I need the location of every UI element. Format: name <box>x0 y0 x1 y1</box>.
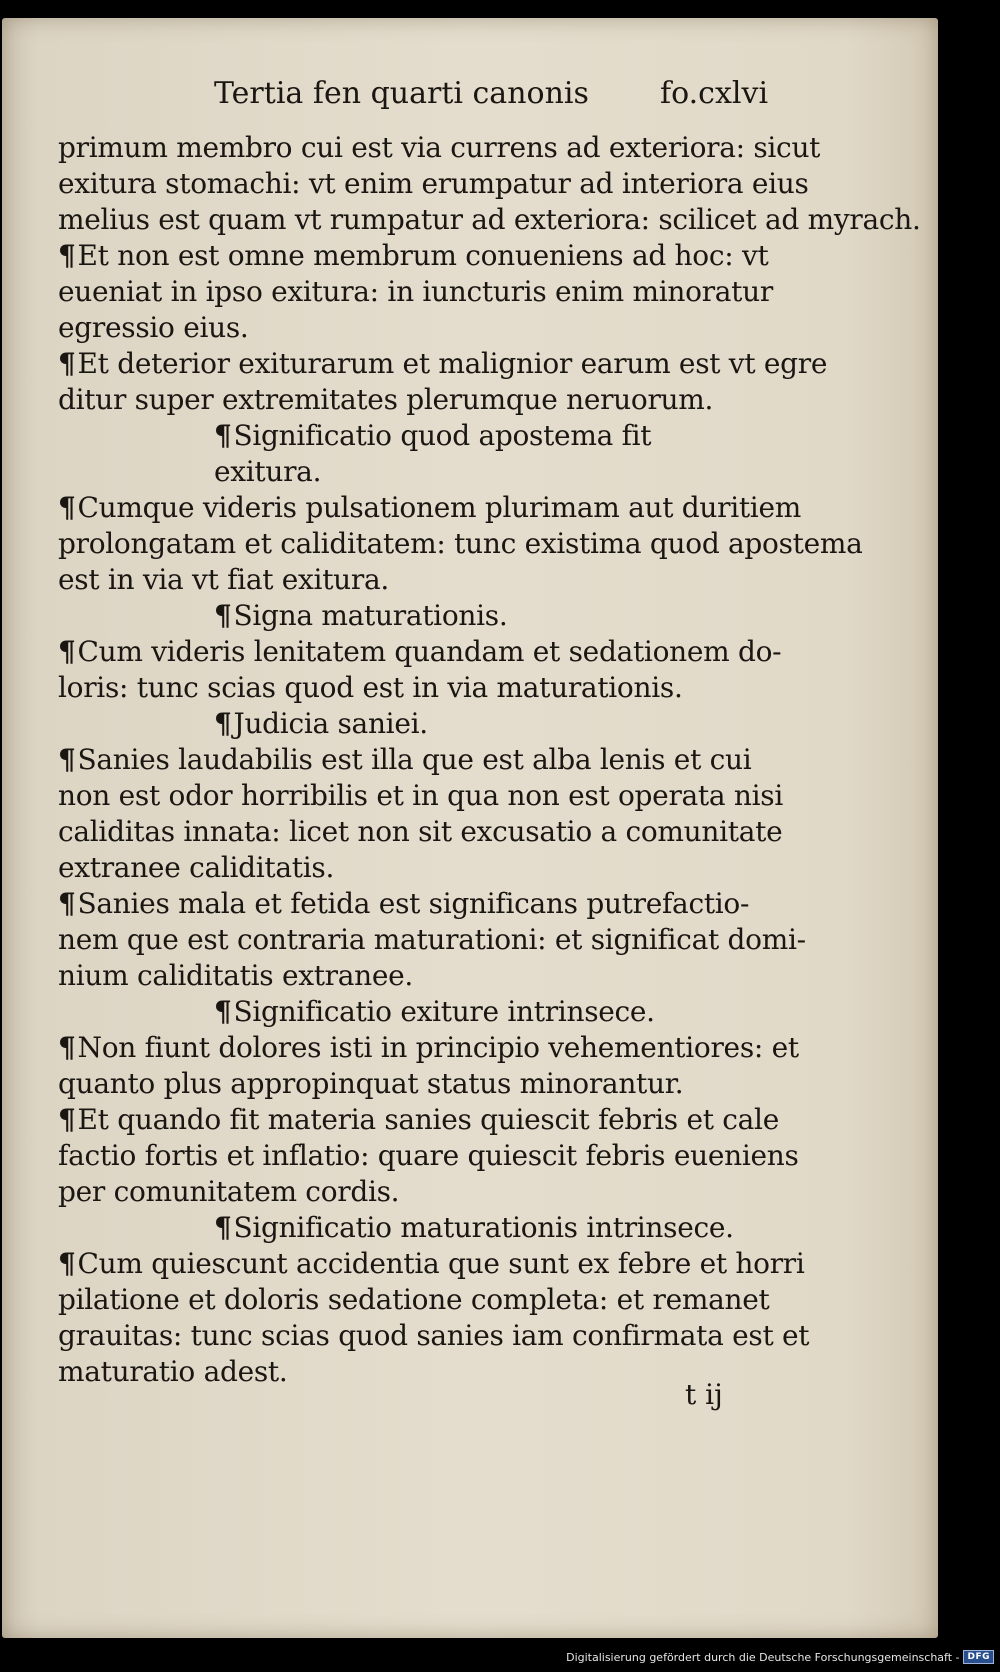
text-line: factio fortis et inflatio: quare quiescit febris eueniens <box>58 1139 799 1172</box>
text-line: primum membro cui est via currens ad exteriora: sicut <box>58 131 821 164</box>
text-line: per comunitatem cordis. <box>58 1175 400 1208</box>
section-heading: ¶Signa maturationis. <box>214 599 508 632</box>
pilcrow-mark: ¶ <box>214 995 232 1028</box>
section-heading: ¶Significatio quod apostema fit <box>214 419 652 452</box>
pilcrow-mark: ¶ <box>58 887 76 920</box>
text-line: non est odor horribilis et in qua non est operata nisi <box>58 779 783 812</box>
text-line: eueniat in ipso exitura: in iuncturis enim minoratur <box>58 275 773 308</box>
dfg-logo-icon: DFG <box>963 1650 994 1664</box>
section-heading: exitura. <box>214 455 322 488</box>
text-line: ¶Cumque videris pulsationem plurimam aut duritiem <box>58 491 801 524</box>
credit-text: Digitalisierung gefördert durch die Deutsche Forschungsgemeinschaft - <box>566 1650 960 1664</box>
text-line: ¶Sanies mala et fetida est significans putrefactio- <box>58 887 750 920</box>
text-line: extranee caliditatis. <box>58 851 335 884</box>
text-line: pilatione et doloris sedatione completa: et remanet <box>58 1283 770 1316</box>
signature-mark: t ij <box>685 1378 723 1411</box>
text-line: ¶Et quando fit materia sanies quiescit febris et cale <box>58 1103 779 1136</box>
section-heading: ¶Judicia saniei. <box>214 707 428 740</box>
text-line: ¶Non fiunt dolores isti in principio vehementiores: et <box>58 1031 799 1064</box>
text-line: egressio eius. <box>58 311 249 344</box>
digitization-credit <box>566 1646 994 1668</box>
text-line: ¶Sanies laudabilis est illa que est alba lenis et cui <box>58 743 752 776</box>
text-line: caliditas innata: licet non sit excusatio a comunitate <box>58 815 783 848</box>
pilcrow-mark: ¶ <box>58 1031 76 1064</box>
pilcrow-mark: ¶ <box>214 1211 232 1244</box>
text-line: exitura stomachi: vt enim erumpatur ad interiora eius <box>58 167 809 200</box>
folio-number: fo.cxlvi <box>660 76 769 111</box>
pilcrow-mark: ¶ <box>58 1103 76 1136</box>
text-line: ¶Et non est omne membrum conueniens ad hoc: vt <box>58 239 769 272</box>
pilcrow-mark: ¶ <box>58 347 76 380</box>
text-line: ¶Cum videris lenitatem quandam et sedationem do- <box>58 635 782 668</box>
text-line: ¶Cum quiescunt accidentia que sunt ex febre et horri <box>58 1247 805 1280</box>
pilcrow-mark: ¶ <box>214 419 232 452</box>
pilcrow-mark: ¶ <box>58 239 76 272</box>
book-page <box>2 18 938 1638</box>
text-line: loris: tunc scias quod est in via maturationis. <box>58 671 683 704</box>
text-line: quanto plus appropinquat status minorantur. <box>58 1067 684 1100</box>
text-line: ¶Et deterior exiturarum et malignior earum est vt egre <box>58 347 828 380</box>
text-line: nem que est contraria maturationi: et significat domi- <box>58 923 806 956</box>
pilcrow-mark: ¶ <box>214 599 232 632</box>
text-line: grauitas: tunc scias quod sanies iam confirmata est et <box>58 1319 810 1352</box>
pilcrow-mark: ¶ <box>214 707 232 740</box>
running-title: Tertia fen quarti canonis <box>214 76 589 111</box>
pilcrow-mark: ¶ <box>58 635 76 668</box>
text-line: melius est quam vt rumpatur ad exteriora: scilicet ad myrach. <box>58 203 921 236</box>
pilcrow-mark: ¶ <box>58 743 76 776</box>
pilcrow-mark: ¶ <box>58 491 76 524</box>
section-heading: ¶Significatio exiture intrinsece. <box>214 995 655 1028</box>
pilcrow-mark: ¶ <box>58 1247 76 1280</box>
text-line: maturatio adest. <box>58 1355 288 1388</box>
text-line: prolongatam et caliditatem: tunc existima quod apostema <box>58 527 863 560</box>
text-line: est in via vt fiat exitura. <box>58 563 389 596</box>
text-line: ditur super extremitates plerumque neruorum. <box>58 383 714 416</box>
section-heading: ¶Significatio maturationis intrinsece. <box>214 1211 734 1244</box>
text-line: nium caliditatis extranee. <box>58 959 414 992</box>
